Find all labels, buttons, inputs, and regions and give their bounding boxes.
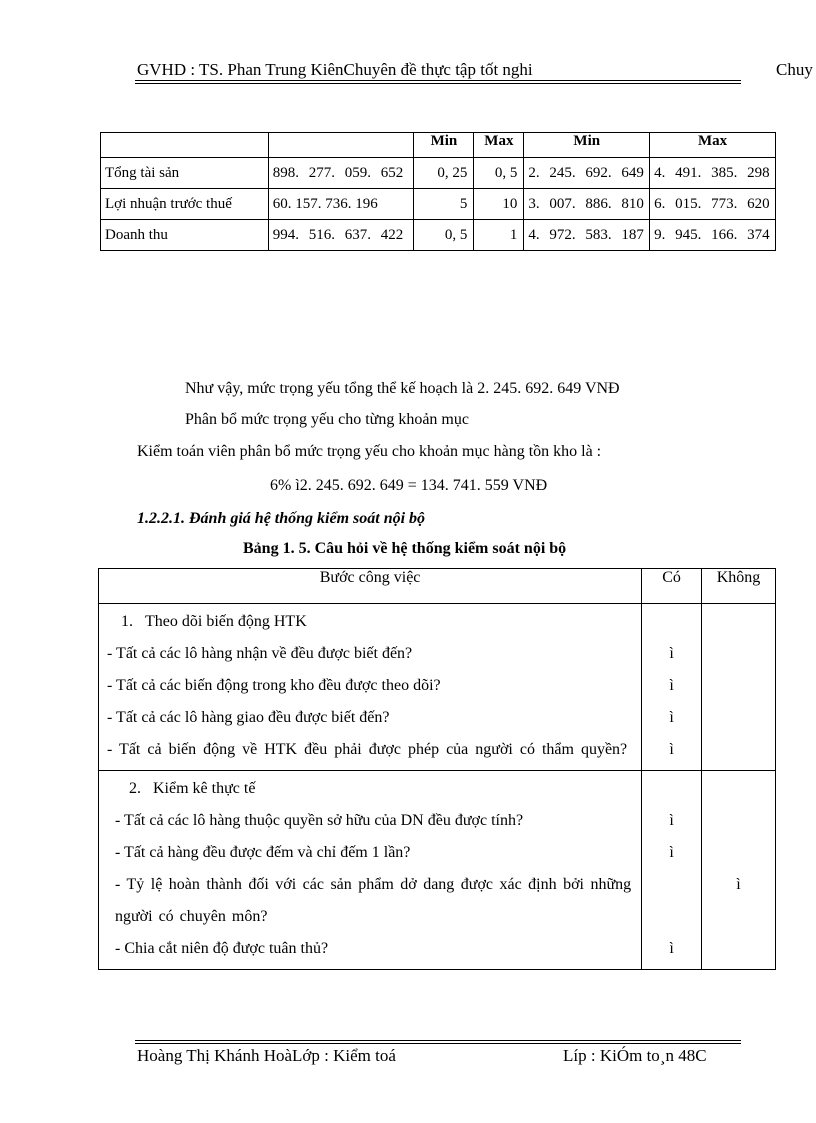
list-item: - Tất cả các biến động trong kho đều được theo dõi? bbox=[107, 677, 441, 694]
formula: 6% ì2. 245. 692. 649 = 134. 741. 559 VNĐ bbox=[270, 477, 548, 494]
control-header-row bbox=[99, 569, 776, 604]
table-row bbox=[99, 771, 776, 970]
list-item: - Tất cả hàng đều được đếm và chỉ đếm 1 lần? bbox=[115, 844, 411, 861]
no-marks bbox=[702, 771, 776, 970]
row-label: Lợi nhuận trước thuế bbox=[101, 189, 269, 220]
group-steps bbox=[99, 604, 642, 771]
row-max-pct: 1 bbox=[474, 220, 524, 251]
col-header-max-pct: Max bbox=[474, 133, 524, 158]
row-value: 994. 516. 637. 422 bbox=[268, 220, 414, 251]
check-mark: ì bbox=[669, 677, 674, 694]
col-header-max-val: Max bbox=[650, 133, 776, 158]
row-min-val: 4. 972. 583. 187 bbox=[524, 220, 650, 251]
col-header-yes: Có bbox=[642, 569, 702, 604]
header-left: GVHD : TS. Phan Trung KiênChuyên đề thực tập tốt nghi bbox=[137, 60, 533, 79]
list-item: - Tất cả các lô hàng giao đều được biết đến? bbox=[107, 709, 390, 726]
row-value: 60. 157. 736. 196 bbox=[268, 189, 414, 220]
check-mark: ì bbox=[669, 940, 674, 957]
col-header-step: Bước công việc bbox=[99, 569, 642, 604]
row-label: Doanh thu bbox=[101, 220, 269, 251]
no-marks bbox=[702, 604, 776, 771]
footer-right: Líp : KiÓm to¸n 48C bbox=[563, 1046, 707, 1065]
group-number: 2. bbox=[129, 780, 141, 797]
list-item: - Chia cắt niên độ được tuân thủ? bbox=[115, 940, 329, 957]
row-max-val: 6. 015. 773. 620 bbox=[650, 189, 776, 220]
row-min-pct: 0, 25 bbox=[414, 158, 474, 189]
footer-left: Hoàng Thị Khánh HoàLớp : Kiểm toá bbox=[137, 1046, 396, 1065]
paragraph-materiality: Như vậy, mức trọng yếu tổng thể kế hoạch là 2. 245. 692. 649 VNĐ bbox=[185, 380, 620, 397]
paragraph-auditor: Kiểm toán viên phân bổ mức trọng yếu cho khoản mục hàng tồn kho là : bbox=[137, 443, 602, 460]
row-label: Tổng tài sản bbox=[101, 158, 269, 189]
section-heading: 1.2.2.1. Đánh giá hệ thống kiểm soát nội bộ bbox=[137, 510, 426, 527]
internal-control-table bbox=[98, 568, 776, 970]
row-value: 898. 277. 059. 652 bbox=[268, 158, 414, 189]
check-mark: ì bbox=[736, 876, 741, 893]
check-mark: ì bbox=[669, 844, 674, 861]
group-number: 1. bbox=[121, 613, 133, 630]
group-title: Kiểm kê thực tế bbox=[153, 780, 256, 797]
header-right: Chuy bbox=[776, 60, 813, 79]
yes-marks bbox=[642, 771, 702, 970]
footer-rule-2 bbox=[135, 1043, 741, 1044]
materiality-header-row bbox=[101, 133, 776, 158]
check-mark: ì bbox=[669, 645, 674, 662]
col-header bbox=[101, 133, 269, 158]
table-row bbox=[101, 189, 776, 220]
group-title: Theo dõi biến động HTK bbox=[145, 613, 307, 630]
row-min-val: 2. 245. 692. 649 bbox=[524, 158, 650, 189]
header-rule bbox=[135, 80, 741, 81]
row-max-pct: 0, 5 bbox=[474, 158, 524, 189]
row-min-pct: 0, 5 bbox=[414, 220, 474, 251]
row-max-val: 4. 491. 385. 298 bbox=[650, 158, 776, 189]
list-item: - Tất cả các lô hàng nhận về đều được biết đến? bbox=[107, 645, 413, 662]
group-steps bbox=[99, 771, 642, 970]
row-min-pct: 5 bbox=[414, 189, 474, 220]
footer-rule bbox=[135, 1040, 741, 1041]
list-item: - Tỷ lệ hoàn thành đối với các sản phẩm dở dang được xác định bởi những người có chuyên môn? bbox=[115, 876, 632, 925]
table-row bbox=[101, 220, 776, 251]
materiality-table bbox=[100, 132, 776, 251]
col-header-min-pct: Min bbox=[414, 133, 474, 158]
list-item: - Tất cả các lô hàng thuộc quyền sở hữu của DN đều được tính? bbox=[115, 812, 524, 829]
table-caption: Bảng 1. 5. Câu hỏi về hệ thống kiểm soát nội bộ bbox=[243, 540, 567, 557]
table-row bbox=[99, 604, 776, 771]
row-min-val: 3. 007. 886. 810 bbox=[524, 189, 650, 220]
col-header bbox=[268, 133, 414, 158]
check-mark: ì bbox=[669, 741, 674, 758]
table-row bbox=[101, 158, 776, 189]
col-header-no: Không bbox=[702, 569, 776, 604]
header-rule-2 bbox=[135, 83, 741, 84]
col-header-min-val: Min bbox=[524, 133, 650, 158]
paragraph-allocation: Phân bổ mức trọng yếu cho từng khoản mục bbox=[185, 411, 469, 428]
row-max-pct: 10 bbox=[474, 189, 524, 220]
check-mark: ì bbox=[669, 812, 674, 829]
list-item: - Tất cả biến động về HTK đều phải được phép của người có thẩm quyền? bbox=[107, 741, 628, 758]
yes-marks bbox=[642, 604, 702, 771]
row-max-val: 9. 945. 166. 374 bbox=[650, 220, 776, 251]
check-mark: ì bbox=[669, 709, 674, 726]
